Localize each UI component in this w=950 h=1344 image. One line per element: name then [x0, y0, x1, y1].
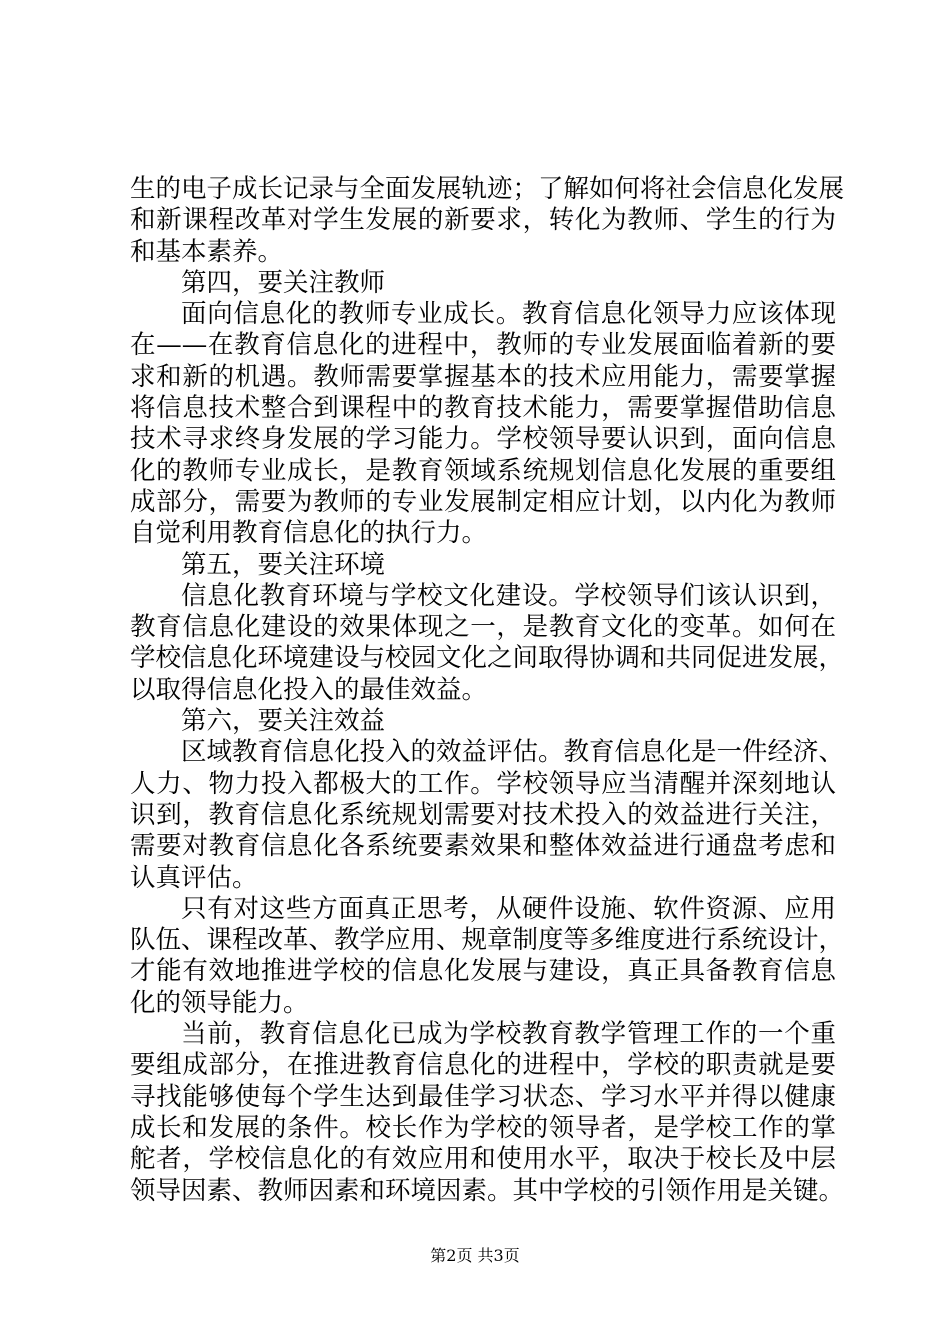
paragraph-line: 需要对教育信息化各系统要素效果和整体效益进行通盘考虑和	[130, 831, 836, 862]
paragraph-line: 学校信息化环境建设与校园文化之间取得协调和共同促进发展，	[130, 643, 845, 674]
paragraph-line: 自觉利用教育信息化的执行力。	[130, 518, 488, 549]
paragraph-line: 以取得信息化投入的最佳效益。	[130, 674, 488, 705]
paragraph-first-line: 面向信息化的教师专业成长。教育信息化领导力应该体现	[181, 299, 836, 330]
paragraph-line: 要组成部分，在推进教育信息化的进程中，学校的职责就是要	[130, 1050, 836, 1081]
paragraph-line: 才能有效地推进学校的信息化发展与建设，真正具备教育信息	[130, 956, 836, 987]
paragraph-line: 寻找能够使每个学生达到最佳学习状态、学习水平并得以健康	[130, 1081, 836, 1112]
paragraph-first-line: 第五，要关注环境	[181, 549, 386, 580]
paragraph-line: 生的电子成长记录与全面发展轨迹；了解如何将社会信息化发展	[130, 174, 845, 204]
paragraph-line: 人力、物力投入都极大的工作。学校领导应当清醒并深刻地认	[130, 768, 836, 799]
paragraph-line: 求和新的机遇。教师需要掌握基本的技术应用能力，需要掌握	[130, 361, 836, 392]
paragraph-line: 领导因素、教师因素和环境因素。其中学校的引领作用是关键。	[130, 1175, 845, 1206]
paragraph-first-line: 第四，要关注教师	[181, 267, 386, 298]
paragraph-line: 化的教师专业成长，是教育领域系统规划信息化发展的重要组	[130, 455, 836, 486]
paragraph-line: 和新课程改革对学生发展的新要求，转化为教师、学生的行为	[130, 205, 836, 236]
paragraph-first-line: 信息化教育环境与学校文化建设。学校领导们该认识到，	[181, 580, 836, 611]
paragraph-line: 识到，教育信息化系统规划需要对技术投入的效益进行关注，	[130, 799, 836, 830]
paragraph-line: 在——在教育信息化的进程中，教师的专业发展面临着新的要	[130, 330, 836, 361]
paragraph-line: 和基本素养。	[130, 236, 284, 267]
paragraph-line: 成长和发展的条件。校长作为学校的领导者，是学校工作的掌	[130, 1112, 836, 1143]
document-body	[130, 174, 845, 1207]
paragraph-line: 认真评估。	[130, 862, 258, 893]
page-number-label: 第2页 共3页	[430, 1246, 520, 1265]
paragraph-line: 化的领导能力。	[130, 987, 309, 1018]
paragraph-first-line: 只有对这些方面真正思考，从硬件设施、软件资源、应用	[181, 893, 836, 924]
paragraph-line: 教育信息化建设的效果体现之一，是教育文化的变革。如何在	[130, 612, 836, 643]
paragraph-line: 成部分，需要为教师的专业发展制定相应计划，以内化为教师	[130, 486, 836, 517]
paragraph-line: 将信息技术整合到课程中的教育技术能力，需要掌握借助信息	[130, 393, 836, 424]
paragraph-line: 舵者，学校信息化的有效应用和使用水平，取决于校长及中层	[130, 1144, 836, 1175]
paragraph-first-line: 第六，要关注效益	[181, 706, 386, 737]
paragraph-line: 技术寻求终身发展的学习能力。学校领导要认识到，面向信息	[130, 424, 836, 455]
paragraph-first-line: 区域教育信息化投入的效益评估。教育信息化是一件经济、	[181, 737, 845, 768]
paragraph-line: 队伍、课程改革、教学应用、规章制度等多维度进行系统设计，	[130, 925, 845, 956]
page-footer	[0, 1246, 950, 1266]
paragraph-first-line: 当前，教育信息化已成为学校教育教学管理工作的一个重	[181, 1019, 836, 1050]
